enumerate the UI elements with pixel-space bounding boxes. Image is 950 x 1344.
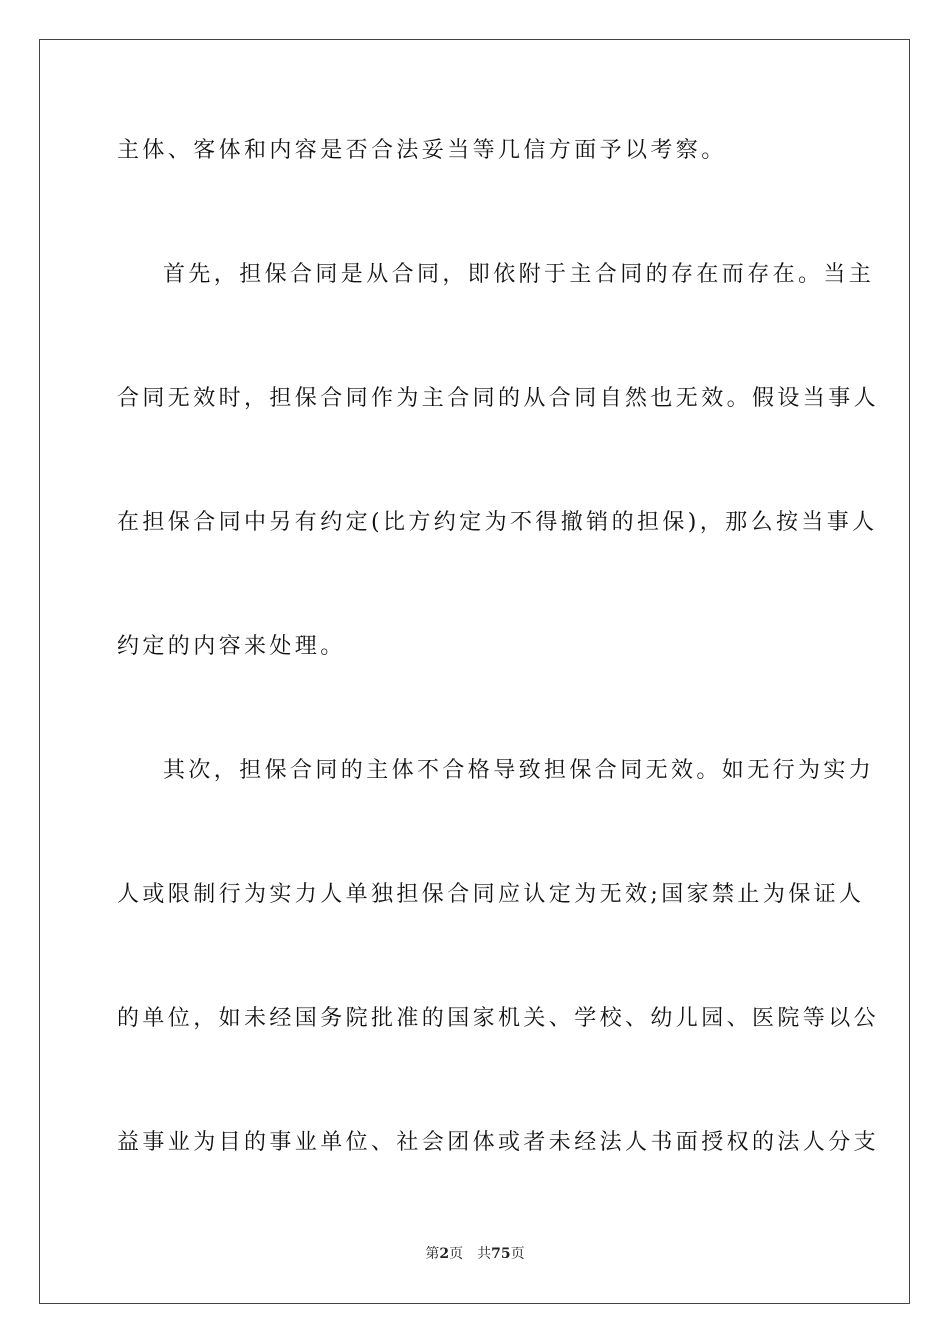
paragraph-line-9: 益事业为目的事业单位、社会团体或者未经法人书面授权的法人分支 (117, 1130, 880, 1155)
total-prefix: 共 (477, 1246, 492, 1262)
total-suffix: 页 (510, 1246, 525, 1262)
paragraph-line-6: 其次，担保合同的主体不合格导致担保合同无效。如无行为实力 (163, 758, 875, 783)
page-footer (0, 1244, 950, 1264)
paragraph-line-1: 主体、客体和内容是否合法妥当等几信方面予以考察。 (117, 138, 727, 163)
paragraph-line-7: 人或限制行为实力人单独担保合同应认定为无效;国家禁止为保证人 (117, 882, 865, 907)
paragraph-line-8: 的单位，如未经国务院批准的国家机关、学校、幼儿园、医院等以公 (117, 1006, 880, 1031)
page-border (39, 39, 910, 1304)
page-prefix: 第 (425, 1246, 440, 1262)
paragraph-line-4: 在担保合同中另有约定(比方约定为不得撤销的担保)，那么按当事人 (117, 510, 878, 535)
page-number: 2 (439, 1246, 450, 1262)
total-pages: 75 (491, 1246, 511, 1262)
paragraph-line-5: 约定的内容来处理。 (117, 634, 346, 659)
paragraph-line-2: 首先，担保合同是从合同，即依附于主合同的存在而存在。当主 (163, 262, 875, 287)
page-suffix: 页 (449, 1246, 464, 1262)
paragraph-line-3: 合同无效时，担保合同作为主合同的从合同自然也无效。假设当事人 (117, 386, 880, 411)
